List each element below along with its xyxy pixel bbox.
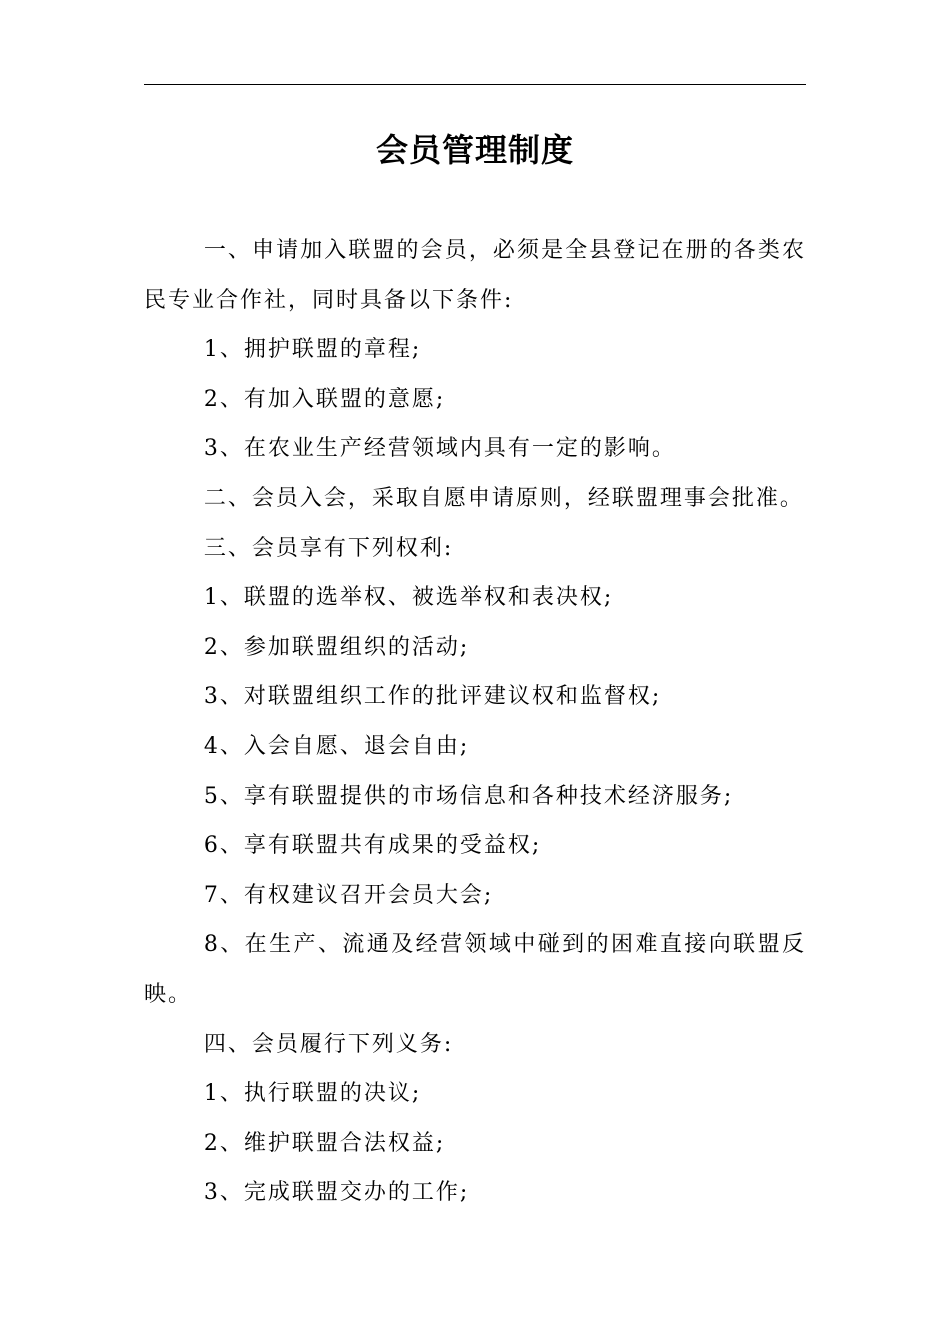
list-item: 3、完成联盟交办的工作; [203,1180,470,1206]
list-item: 1、联盟的选举权、被选举权和表决权; [203,585,614,611]
list-item: 2、维护联盟合法权益; [203,1130,446,1156]
list-item: 7、有权建议召开会员大会; [203,882,494,908]
list-item: 8、在生产、流通及经营领域中碰到的困难直接向联盟反映。 [144,932,806,1007]
document-title: 会员管理制度 [375,131,574,169]
list-item: 1、拥护联盟的章程; [203,337,422,363]
header-rule [144,84,806,85]
list-item: 3、对联盟组织工作的批评建议权和监督权; [203,684,662,710]
list-item: 1、执行联盟的决议; [203,1081,422,1107]
document-body [144,226,806,1218]
list-item: 3、在农业生产经营领域内具有一定的影响。 [203,436,676,462]
paragraph-membership-requirements: 一、申请加入联盟的会员，必须是全县登记在册的各类农民专业合作社，同时具备以下条件: [144,238,806,313]
list-item: 5、享有联盟提供的市场信息和各种技术经济服务; [203,783,734,809]
list-item: 2、有加入联盟的意愿; [203,386,446,412]
section-heading-obligations: 四、会员履行下列义务: [203,1031,454,1057]
paragraph-admission: 二、会员入会，采取自愿申请原则，经联盟理事会批准。 [203,485,804,511]
list-item: 6、享有联盟共有成果的受益权; [203,833,542,859]
list-item: 4、入会自愿、退会自由; [203,733,470,759]
list-item: 2、参加联盟组织的活动; [203,634,470,660]
section-heading-rights: 三、会员享有下列权利: [203,535,454,561]
